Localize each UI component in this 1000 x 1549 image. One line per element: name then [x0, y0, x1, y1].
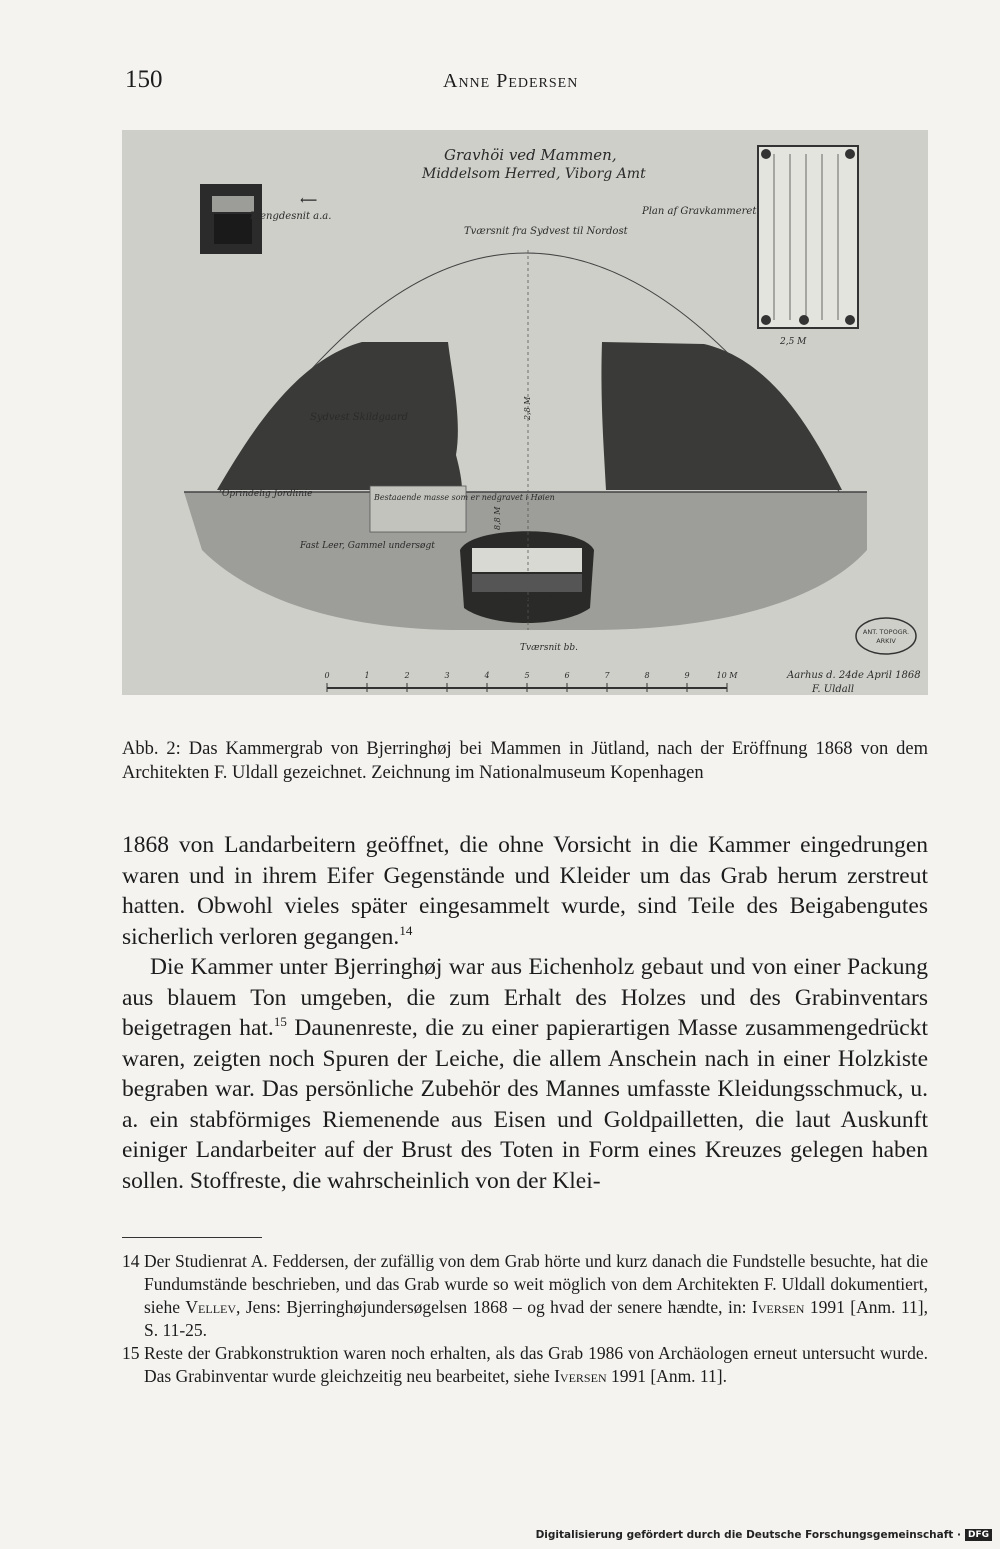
sheet-title-1: Gravhöi ved Mammen, [444, 146, 617, 164]
footnote-separator [122, 1237, 262, 1238]
dfg-logo: DFG [965, 1529, 992, 1541]
figure-svg [122, 130, 928, 695]
stamp-line-2: ARKIV [876, 637, 896, 645]
scale-number: 5 [524, 671, 530, 680]
label-layer-mid: Bestaaende masse som er nedgravet i Høien [374, 493, 555, 502]
scale-number: 2 [404, 671, 410, 680]
label-height-1: 2,8 M [523, 396, 532, 420]
footnote-ref-14[interactable]: 14 [399, 922, 413, 938]
label-chamber: Gravkammer [502, 593, 562, 603]
stamp-line-1: ANT. TOPOGR. [862, 628, 910, 636]
footnote-ref-15[interactable]: 15 [273, 1014, 287, 1030]
label-bottom: Tværsnit bb. [520, 643, 579, 653]
scale-number: 10 M [716, 671, 738, 680]
footnotes [122, 1250, 928, 1388]
scale-number: 7 [604, 671, 610, 680]
scale-number: 1 [364, 671, 370, 680]
label-plan-scale: 2,5 M [780, 337, 807, 347]
label-section: Tværsnit fra Sydvest til Nordost [464, 226, 628, 237]
label-height-2: 8,8 M [493, 506, 502, 530]
body-text [122, 830, 928, 1196]
signature-name: F. Uldall [812, 684, 855, 695]
chamber-contents [472, 548, 582, 572]
scale-number: 0 [324, 671, 330, 680]
body-paragraph-2: Die Kammer unter Bjerringhøj war aus Eichenholz gebaut und von einer Packung aus blauem Ton umgeben, die zum Erhalt des Holzes und des Grabinventars beigetragen hat.$^{15}$ Daunenreste, die zu einer papierartigen Masse zusammengedrückt waren, zeigten noch Spuren der Leiche, die allem Anschein nach in einer Holzkiste begraben war. Das persönliche Zubehör des Mannes umfasste Kleidungsschmuck, u. a. ein stabförmiges Riemenende aus Eisen und Goldpailletten, die laut Auskunft einiger Landarbeiter auf der Brust des Toten in Form eines Kreuzes gelegen haben sollen. Stoffreste, die wahrscheinlich von der Klei- [122, 954, 928, 1194]
footnote-14: 14 Der Studienrat A. Feddersen, der zufällig von dem Grab hörte und kurz danach die Fundstelle besuchte, hat die Fundumstände beschrieben, und das Grab wurde so weit möglich von dem Architekten F. Uldall dokumentiert, siehe Vellev, Jens: Bjerringhøjundersøgelsen 1868 – og hvad der senere hændte, in: Iversen 1991 [Anm. 11], S. 11-25. [122, 1251, 928, 1340]
arrow-glyph: ⟵ [300, 193, 318, 207]
running-head: Anne Pedersen [443, 70, 579, 92]
scale-number: 4 [484, 671, 490, 680]
page-number: 150 [125, 66, 163, 93]
sheet-title-2: Middelsom Herred, Viborg Amt [422, 166, 646, 182]
figure-caption: Abb. 2: Das Kammergrab von Bjerringhøj bei Mammen in Jütland, nach der Eröffnung 1868 von dem Architekten F. Uldall gezeichnet. Zeichnung im Nationalmuseum Kopenhagen [122, 739, 928, 783]
chamber-floor [472, 574, 582, 592]
scale-number: 6 [564, 671, 570, 680]
label-mound: Sydvest Skildgaard [310, 412, 409, 423]
label-fill: Fast Leer, Gammel undersøgt [300, 541, 435, 551]
label-inset: Længdesnit a.a. [250, 211, 332, 222]
dfg-banner-text: Digitalisierung gefördert durch die Deutsche Forschungsgemeinschaft · [535, 1529, 961, 1541]
dfg-banner [536, 1529, 992, 1541]
scale-number: 3 [444, 671, 450, 680]
label-layer-left: Oprindelig Jordlinie [222, 489, 313, 499]
figure-bjerringhoj-drawing [122, 130, 928, 695]
footnote-15: 15 Reste der Grabkonstruktion waren noch erhalten, als das Grab 1986 von Archäologen erneut untersucht wurde. Das Grabinventar wurde gleichzeitig neu bearbeitet, siehe Iversen 1991 [Anm. 11]. [122, 1343, 928, 1386]
label-plan: Plan af Gravkammeret [642, 206, 757, 217]
scale-number: 9 [684, 671, 690, 680]
scale-number: 8 [644, 671, 650, 680]
body-paragraph-1: 1868 von Landarbeitern geöffnet, die ohne Vorsicht in die Kammer eingedrungen waren und in ihrem Eifer Gegenstände und Kleider um das Grab herum zerstreut hatten. Obwohl vieles später eingesammelt wurde, sind Teile des Beigabengutes sicherlich verloren gegangen.$^{14}$ [122, 832, 928, 950]
chamber-plan [758, 146, 858, 328]
signature-place: Aarhus d. 24de April 1868 [787, 670, 921, 681]
